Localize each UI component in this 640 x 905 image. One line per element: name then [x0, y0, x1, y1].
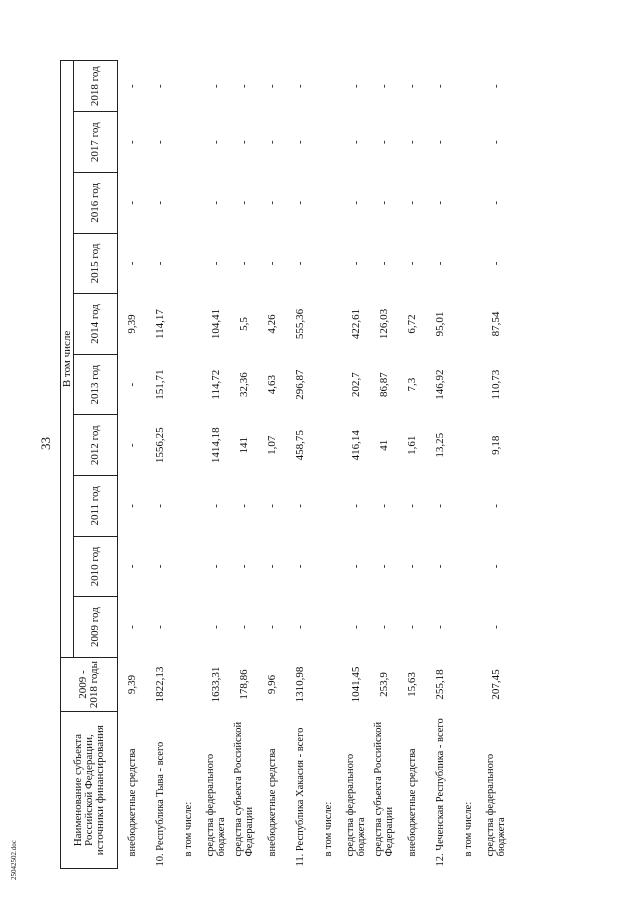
cell-year-value: 9,18: [489, 435, 502, 455]
cell-year-value: -: [293, 84, 306, 89]
cell-year-value: [174, 233, 202, 294]
cell-year-value: -: [125, 625, 138, 629]
row-label: 10. Республика Тыва - всего: [154, 741, 166, 867]
cell-year-value: -: [209, 84, 222, 89]
cell-year-value: -: [293, 504, 306, 508]
cell-year-value: -: [405, 261, 418, 266]
table-row: [314, 61, 342, 869]
cell-year-value: -: [349, 625, 362, 629]
cell-year-value: [454, 61, 482, 112]
cell-year-value: [174, 294, 202, 355]
cell-year-value: 422,61: [349, 308, 362, 340]
cell-year-value: 4,26: [265, 314, 278, 334]
table-row: [174, 61, 202, 869]
cell-year-value: 110,73: [489, 369, 502, 400]
cell-year-value: -: [377, 625, 390, 629]
cell-year-value: 7,3: [405, 377, 418, 392]
header-year: 2010 год: [74, 536, 118, 597]
table-row: [202, 61, 230, 869]
cell-year-value: -: [405, 200, 418, 205]
cell-year-value: -: [153, 504, 166, 508]
table-row: [454, 61, 482, 869]
row-label: внебюджетные средства: [406, 748, 418, 857]
cell-year-value: [314, 112, 342, 173]
cell-total: 253,9: [377, 672, 390, 697]
cell-year-value: -: [377, 84, 390, 89]
cell-year-value: -: [489, 504, 502, 508]
cell-year-value: -: [125, 443, 138, 448]
cell-year-value: -: [489, 625, 502, 629]
table-row: [230, 61, 258, 869]
cell-year-value: -: [125, 261, 138, 266]
cell-year-value: -: [293, 261, 306, 266]
cell-year-value: [314, 354, 342, 415]
cell-year-value: -: [405, 140, 418, 145]
cell-year-value: 141: [237, 437, 250, 454]
cell-year-value: -: [405, 84, 418, 89]
cell-year-value: 95,01: [433, 311, 446, 337]
cell-year-value: [174, 597, 202, 658]
cell-year-value: -: [209, 504, 222, 508]
table-row: [398, 61, 426, 869]
cell-year-value: -: [349, 261, 362, 266]
cell-year-value: -: [489, 200, 502, 205]
cell-year-value: -: [433, 140, 446, 145]
cell-year-value: -: [293, 200, 306, 205]
cell-year-value: -: [237, 261, 250, 266]
cell-year-value: [174, 476, 202, 537]
row-label: внебюджетные средства: [266, 748, 278, 857]
cell-year-value: [454, 173, 482, 234]
cell-year-value: -: [349, 200, 362, 205]
header-in-that-number: В том числе: [61, 61, 74, 658]
row-label: средства субъекта Российской Федерации: [373, 721, 395, 857]
financing-table: [60, 60, 510, 869]
rotated-table-block: [60, 60, 580, 869]
cell-total: 255,18: [433, 669, 446, 700]
row-label: в том числе:: [182, 801, 194, 857]
cell-year-value: [174, 173, 202, 234]
footer-filename: 25042502.doc: [10, 840, 18, 880]
cell-year-value: -: [349, 564, 362, 569]
cell-total: 1633,31: [209, 666, 222, 703]
cell-year-value: -: [405, 564, 418, 569]
cell-year-value: [174, 536, 202, 597]
cell-year-value: -: [209, 200, 222, 205]
table-row: [146, 61, 174, 869]
cell-year-value: [454, 476, 482, 537]
cell-year-value: [454, 597, 482, 658]
cell-year-value: -: [293, 140, 306, 145]
cell-year-value: [314, 173, 342, 234]
cell-year-value: -: [209, 564, 222, 569]
table-row: [482, 61, 510, 869]
cell-year-value: 5,5: [237, 317, 250, 331]
cell-year-value: 4,63: [265, 375, 278, 395]
cell-year-value: -: [405, 625, 418, 629]
cell-year-value: [314, 476, 342, 537]
cell-year-value: 146,92: [433, 369, 446, 400]
cell-year-value: -: [153, 564, 166, 569]
cell-year-value: -: [265, 504, 278, 508]
cell-year-value: 1,61: [405, 435, 418, 455]
cell-year-value: 555,36: [293, 308, 306, 340]
cell-year-value: -: [265, 261, 278, 266]
table-body: [118, 61, 511, 869]
cell-year-value: -: [377, 200, 390, 205]
cell-year-value: -: [125, 564, 138, 569]
cell-year-value: -: [433, 84, 446, 89]
cell-year-value: -: [265, 564, 278, 569]
cell-year-value: 202,7: [349, 372, 362, 398]
cell-year-value: -: [237, 200, 250, 205]
row-label: средства федерального бюджета: [485, 753, 507, 857]
header-year: 2012 год: [74, 415, 118, 476]
cell-total: [454, 657, 482, 711]
header-year: 2013 год: [74, 354, 118, 415]
cell-year-value: -: [209, 140, 222, 145]
cell-total: 1310,98: [293, 666, 306, 703]
cell-year-value: 296,87: [293, 369, 306, 400]
cell-year-value: -: [265, 140, 278, 145]
cell-year-value: -: [489, 564, 502, 569]
table-row: [342, 61, 370, 869]
cell-year-value: [314, 233, 342, 294]
cell-year-value: [174, 112, 202, 173]
cell-year-value: -: [125, 140, 138, 145]
cell-year-value: 114,17: [153, 309, 166, 339]
row-label: 12. Чеченская Республика - всего: [434, 718, 446, 867]
cell-year-value: -: [237, 625, 250, 629]
cell-total: [174, 657, 202, 711]
cell-year-value: -: [489, 84, 502, 89]
cell-year-value: -: [489, 140, 502, 145]
cell-year-value: 1,07: [265, 435, 278, 455]
page-number: 33: [38, 437, 53, 450]
table-row: [370, 61, 398, 869]
cell-year-value: -: [209, 261, 222, 266]
cell-year-value: -: [433, 200, 446, 205]
cell-year-value: -: [153, 261, 166, 266]
header-year: 2015 год: [74, 233, 118, 294]
cell-year-value: [314, 536, 342, 597]
cell-year-value: -: [265, 84, 278, 89]
row-label: средства субъекта Российской Федерации: [233, 721, 255, 857]
cell-year-value: -: [153, 625, 166, 629]
cell-total: 9,39: [125, 674, 138, 695]
cell-year-value: -: [349, 504, 362, 508]
cell-year-value: [454, 233, 482, 294]
cell-year-value: -: [433, 504, 446, 508]
cell-year-value: 1556,25: [153, 427, 166, 464]
cell-year-value: 9,39: [125, 314, 138, 334]
cell-year-value: -: [209, 625, 222, 629]
cell-year-value: 6,72: [405, 314, 418, 334]
header-year: 2011 год: [74, 476, 118, 537]
row-label: в том числе:: [322, 801, 334, 857]
cell-year-value: 87,54: [489, 311, 502, 337]
cell-year-value: -: [433, 625, 446, 629]
cell-total: [314, 657, 342, 711]
cell-year-value: -: [153, 140, 166, 145]
cell-year-value: -: [265, 200, 278, 205]
cell-year-value: [174, 61, 202, 112]
cell-year-value: -: [125, 382, 138, 387]
cell-year-value: [314, 294, 342, 355]
cell-year-value: -: [237, 84, 250, 89]
table-row: [286, 61, 314, 869]
cell-year-value: -: [237, 504, 250, 508]
cell-year-value: 1414,18: [209, 427, 222, 464]
cell-year-value: -: [349, 140, 362, 145]
cell-year-value: -: [237, 140, 250, 145]
cell-year-value: [314, 61, 342, 112]
header-year: 2017 год: [74, 112, 118, 173]
cell-year-value: [454, 112, 482, 173]
cell-year-value: 151,71: [153, 369, 166, 400]
cell-year-value: [314, 415, 342, 476]
header-year: 2018 год: [74, 61, 118, 112]
header-year: 2014 год: [74, 294, 118, 355]
cell-total: 15,63: [405, 672, 418, 697]
header-year: 2009 год: [74, 597, 118, 658]
cell-total: 1041,45: [349, 666, 362, 703]
cell-year-value: 13,25: [433, 432, 446, 458]
cell-year-value: [454, 415, 482, 476]
cell-total: 1822,13: [153, 666, 166, 703]
cell-year-value: 416,14: [349, 430, 362, 461]
cell-year-value: [174, 415, 202, 476]
table-row: [118, 61, 147, 869]
cell-year-value: -: [153, 200, 166, 205]
cell-year-value: -: [489, 261, 502, 266]
cell-year-value: -: [237, 564, 250, 569]
cell-total: 9,96: [265, 674, 278, 695]
header-total: 2009 - 2018 годы: [61, 657, 118, 711]
cell-year-value: [314, 597, 342, 658]
cell-year-value: -: [377, 140, 390, 145]
cell-year-value: -: [293, 564, 306, 569]
cell-year-value: 104,41: [209, 308, 222, 340]
cell-year-value: 114,72: [209, 369, 222, 400]
cell-year-value: -: [125, 504, 138, 508]
cell-year-value: [174, 354, 202, 415]
cell-year-value: -: [293, 625, 306, 629]
row-label: внебюджетные средства: [126, 748, 138, 857]
cell-year-value: [454, 294, 482, 355]
row-label: в том числе:: [462, 801, 474, 857]
cell-total: 178,86: [237, 669, 250, 700]
cell-year-value: [454, 536, 482, 597]
cell-year-value: -: [153, 84, 166, 89]
row-label: средства федерального бюджета: [205, 753, 227, 857]
cell-year-value: 458,75: [293, 430, 306, 461]
table-row: [426, 61, 454, 869]
table-header: [61, 61, 118, 869]
cell-year-value: 126,03: [377, 308, 390, 340]
cell-year-value: 41: [377, 439, 390, 451]
cell-year-value: -: [377, 504, 390, 508]
cell-year-value: -: [125, 84, 138, 89]
cell-year-value: [454, 354, 482, 415]
header-year: 2016 год: [74, 173, 118, 234]
cell-total: 207,45: [489, 669, 502, 700]
cell-year-value: -: [349, 84, 362, 89]
header-name: Наименование субъекта Российской Федерации, источники финансирования: [61, 712, 118, 869]
cell-year-value: -: [405, 504, 418, 508]
cell-year-value: -: [125, 200, 138, 205]
row-label: 11. Республика Хакасия - всего: [294, 727, 306, 867]
row-label: средства федерального бюджета: [345, 753, 367, 857]
table-row: [258, 61, 286, 869]
cell-year-value: -: [433, 261, 446, 266]
cell-year-value: -: [377, 261, 390, 266]
cell-year-value: -: [433, 564, 446, 569]
cell-year-value: 32,36: [237, 372, 250, 398]
cell-year-value: 86,87: [377, 372, 390, 398]
cell-year-value: -: [265, 625, 278, 629]
cell-year-value: -: [377, 564, 390, 569]
